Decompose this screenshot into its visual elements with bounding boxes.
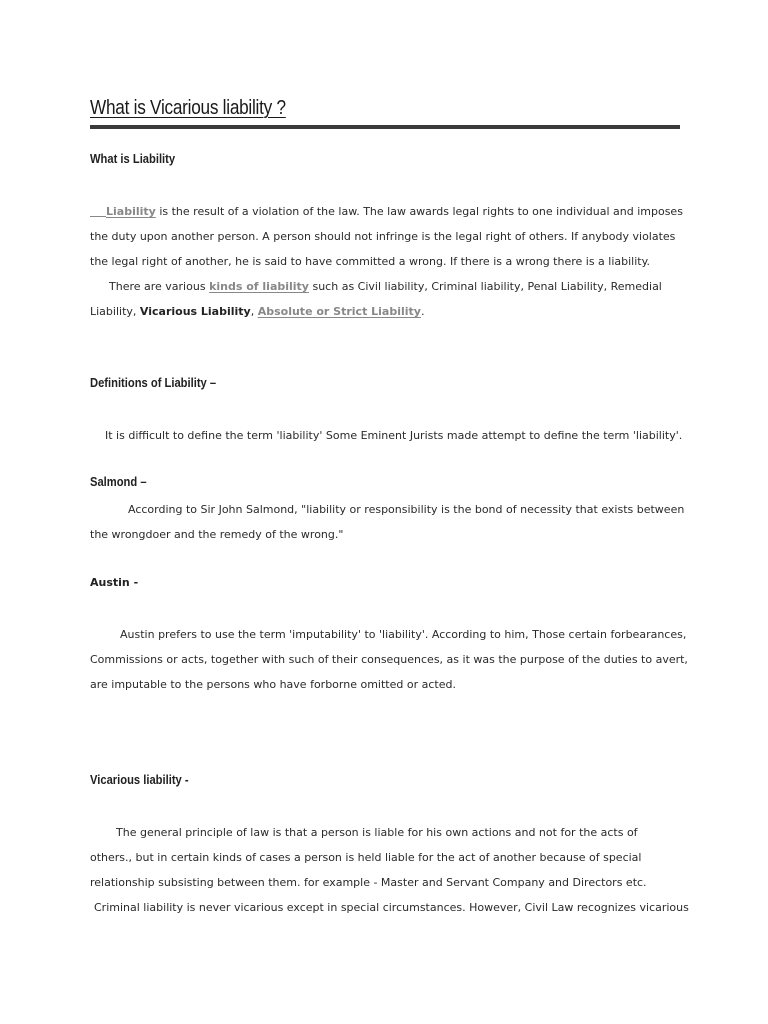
paragraph-line bbox=[90, 622, 690, 647]
liability-link[interactable]: Liability bbox=[106, 205, 156, 218]
paragraph-line bbox=[90, 199, 690, 224]
text-span: There are various bbox=[109, 280, 210, 293]
paragraph-line bbox=[90, 274, 690, 299]
paragraph-salmond bbox=[90, 497, 690, 547]
paragraph-line bbox=[90, 820, 690, 845]
text-span: such as Civil liability, Criminal liability, Penal Liability, Remedial bbox=[308, 280, 662, 293]
vicarious-liability-bold: Vicarious Liability bbox=[139, 305, 251, 318]
text-span: , bbox=[250, 305, 258, 318]
paragraph-line: the wrongdoer and the remedy of the wrong." bbox=[90, 528, 344, 541]
paragraph-line: the duty upon another person. A person should not infringe is the legal right of others. If anybody violates bbox=[90, 230, 676, 243]
absolute-strict-liability-link[interactable]: Absolute or Strict Liability bbox=[257, 305, 421, 318]
text-span: Liability, bbox=[90, 305, 140, 318]
paragraph-line bbox=[90, 423, 690, 448]
heading-what-is-liability: What is Liability bbox=[90, 151, 176, 166]
heading-vicarious-liability: Vicarious liability - bbox=[90, 772, 189, 787]
paragraph-line bbox=[90, 497, 690, 522]
paragraph-vicarious-liability bbox=[90, 820, 690, 920]
underline-spacer bbox=[90, 204, 106, 217]
paragraph-definitions bbox=[90, 423, 690, 448]
paragraph-line: others., but in certain kinds of cases a person is held liable for the act of another because of special bbox=[90, 851, 642, 864]
paragraph-austin bbox=[90, 622, 690, 697]
text-span: is the result of a violation of the law. The law awards legal rights to one individual and imposes bbox=[155, 205, 683, 218]
kinds-of-liability-link[interactable]: kinds of liability bbox=[209, 280, 309, 293]
paragraph-line: the legal right of another, he is said to have committed a wrong. If there is a wrong there is a liability. bbox=[90, 255, 651, 268]
heading-salmond: Salmond – bbox=[90, 474, 147, 489]
text-span: Austin prefers to use the term 'imputability' to 'liability'. According to him, Those certain forbearances, bbox=[120, 628, 687, 641]
text-span: It is difficult to define the term 'liability' Some Eminent Jurists made attempt to define the term 'liability'. bbox=[105, 429, 683, 442]
heading-austin: Austin - bbox=[90, 576, 139, 589]
paragraph-line bbox=[90, 299, 690, 324]
text-span: Criminal liability is never vicarious except in special circumstances. However, Civil Law recognizes vicarious bbox=[94, 901, 689, 914]
paragraph-line: are imputable to the persons who have forborne omitted or acted. bbox=[90, 678, 456, 691]
text-span: According to Sir John Salmond, "liability or responsibility is the bond of necessity that exists between bbox=[128, 503, 685, 516]
text-span: . bbox=[420, 305, 425, 318]
page-title: What is Vicarious liability ? bbox=[90, 97, 286, 119]
text-span: The general principle of law is that a person is liable for his own actions and not for the acts of bbox=[116, 826, 638, 839]
paragraph-line: Commissions or acts, together with such of their consequences, as it was the purpose of the duties to avert, bbox=[90, 653, 688, 666]
paragraph-what-is-liability bbox=[90, 199, 690, 324]
heading-definitions: Definitions of Liability – bbox=[90, 375, 217, 390]
title-divider bbox=[90, 125, 680, 129]
paragraph-line bbox=[90, 895, 690, 920]
paragraph-line: relationship subsisting between them. for example - Master and Servant Company and Directors etc. bbox=[90, 876, 647, 889]
